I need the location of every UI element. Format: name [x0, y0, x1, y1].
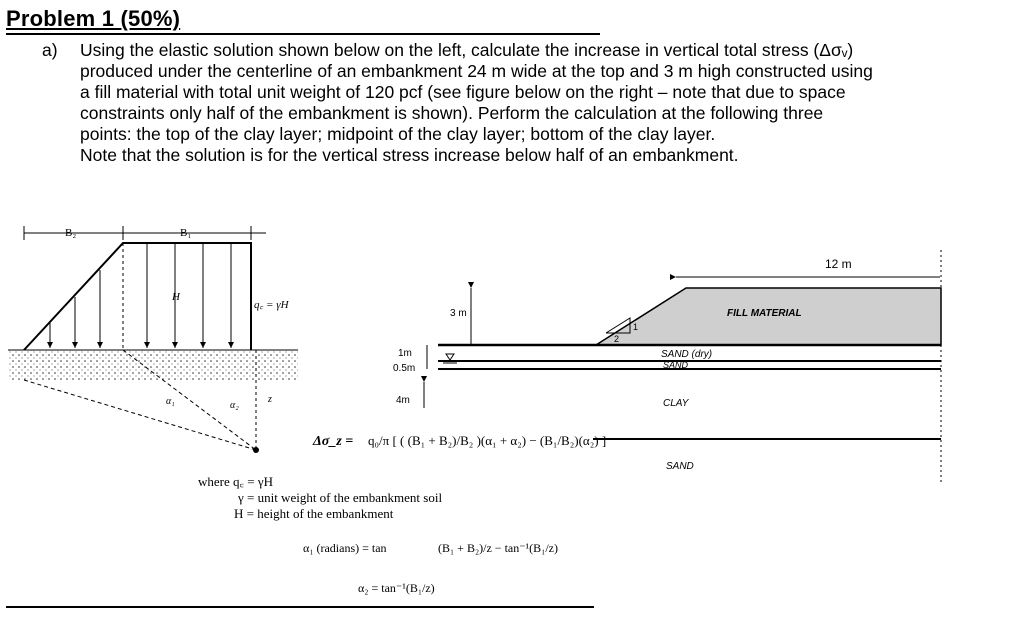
layer2-thickness: 0.5m — [393, 363, 416, 374]
alpha1-label: α₁ — [166, 396, 175, 407]
statement-line: a fill material with total unit weight of 120 pcf (see figure below on the right – note that due to space — [80, 82, 846, 102]
alpha1-equation-lhs: α₁ (radians) = tan — [303, 541, 387, 555]
slope-v-label: 1 — [633, 322, 639, 332]
water-table-icon — [446, 354, 454, 360]
width-label: 12 m — [825, 257, 852, 271]
alpha2-label: α₂ — [230, 400, 239, 411]
clay-thickness: 4m — [396, 395, 410, 406]
h-line: H = height of the embankment — [234, 506, 394, 521]
height-label: 3 m — [450, 308, 467, 319]
statement-line: constraints only half of the embankment is shown). Perform the calculation at the following three — [80, 103, 824, 123]
alpha2-equation: α₂ = tan⁻¹(B₁/z) — [358, 581, 435, 595]
b1-label: B₁ — [180, 227, 192, 239]
layer2-label: SAND — [663, 360, 689, 370]
ray-line — [24, 380, 256, 450]
alpha1-equation-rhs: (B₁ + B₂)/z − tan⁻¹(B₁/z) — [438, 541, 558, 555]
z-label: z — [268, 394, 272, 405]
formula-main: q₀/π [ ( (B₁ + B₂)/B₂ )(α₁ + α₂) − (B₁/B₂)(α₂) ] — [368, 433, 607, 448]
slope-h-label: 2 — [614, 334, 620, 344]
load-arrows — [50, 243, 231, 348]
h-label: H — [172, 291, 180, 303]
where-line: where q꜀ = γH — [198, 474, 273, 489]
statement-line: points: the top of the clay layer; midpoint of the clay layer; bottom of the clay layer. — [80, 124, 716, 144]
formula-lhs: Δσ_z = — [313, 434, 354, 449]
part-label: a) — [42, 40, 58, 60]
gamma-line: γ = unit weight of the embankment soil — [238, 490, 443, 505]
bottom-sand-label: SAND — [666, 461, 694, 472]
problem-title: Problem 1 (50%) — [6, 6, 181, 31]
layer1-thickness: 1m — [398, 348, 412, 359]
embankment-outline — [24, 243, 251, 350]
fill-label: FILL MATERIAL — [727, 308, 802, 319]
statement-line: Note that the solution is for the vertical stress increase below half of an embankment. — [80, 145, 739, 165]
statement-line: Using the elastic solution shown below on the left, calculate the increase in vertical total stress (Δσᵥ) — [80, 40, 854, 60]
clay-label: CLAY — [663, 398, 689, 409]
q-label: q꜀ = γH — [254, 299, 289, 311]
bottom-rule — [6, 606, 594, 608]
left-figure — [8, 226, 606, 595]
statement-line: produced under the centerline of an embankment 24 m wide at the top and 3 m high constructed using — [80, 61, 873, 81]
ground-texture — [8, 350, 298, 380]
b2-label: B₂ — [65, 227, 77, 239]
point-marker — [253, 447, 259, 453]
layer1-label: SAND (dry) — [661, 349, 713, 360]
